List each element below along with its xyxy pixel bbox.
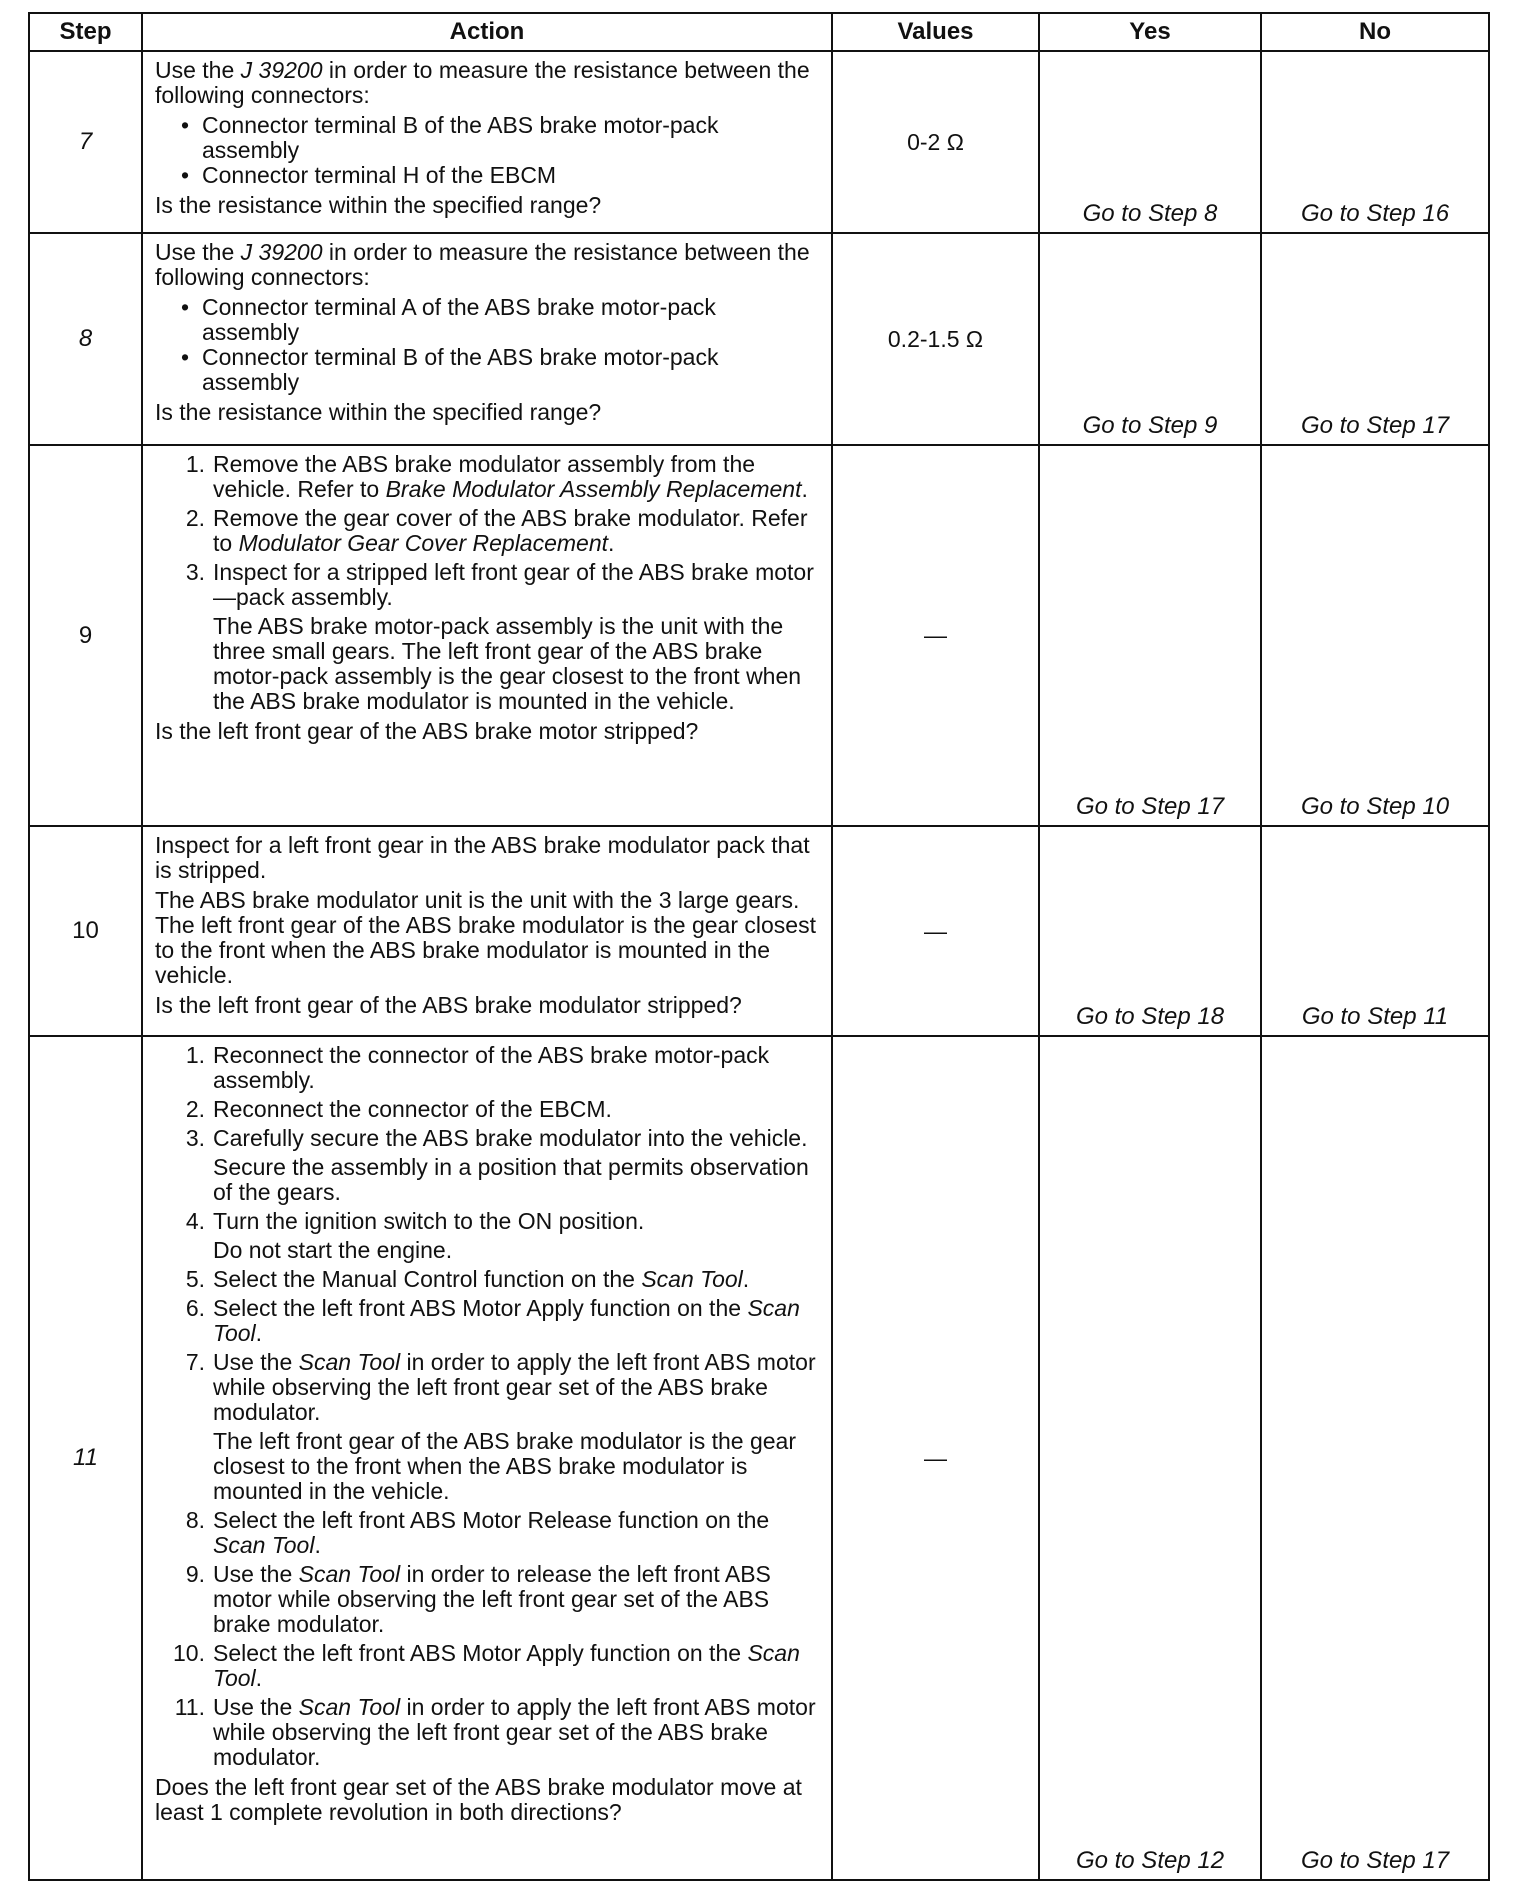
no-cell: Go to Step 16 (1261, 51, 1489, 233)
action-cell (142, 826, 832, 1036)
list-item: • Connector terminal A of the ABS brake motor-pack assembly (155, 295, 819, 345)
tool-name: Scan Tool (298, 1694, 401, 1720)
action-cell (142, 233, 832, 445)
table-row (29, 51, 1489, 233)
list-item: 10. Select the left front ABS Motor Apply function on the Scan Tool. (173, 1640, 800, 1691)
step-number: 10 (29, 826, 142, 1036)
header-no: No (1261, 13, 1489, 51)
yes-cell: Go to Step 8 (1039, 51, 1261, 233)
header-yes: Yes (1039, 13, 1261, 51)
action-question: Is the left front gear of the ABS brake modulator stripped? (155, 992, 742, 1018)
no-cell: Go to Step 17 (1261, 233, 1489, 445)
step-number: 9 (29, 445, 142, 826)
action-intro: Use the J 39200 in order to measure the resistance between the following connectors: (155, 57, 810, 108)
action-question: Is the left front gear of the ABS brake motor stripped? (155, 718, 699, 744)
action-cell (142, 445, 832, 826)
list-note: Secure the assembly in a position that permits observation of the gears. (213, 1154, 809, 1205)
tool-name: Scan Tool (298, 1561, 401, 1587)
numbered-list (155, 1043, 819, 1770)
list-item: 8. Select the left front ABS Motor Release function on the Scan Tool. (185, 1507, 770, 1558)
action-intro: Use the J 39200 in order to measure the resistance between the following connectors: (155, 239, 810, 290)
tool-name: Scan Tool (213, 1532, 315, 1558)
header-row (29, 13, 1489, 51)
action-cell (142, 51, 832, 233)
reference-link: Modulator Gear Cover Replacement (238, 530, 609, 556)
list-item: 7. Use the Scan Tool in order to apply the left front ABS motor while observing the left front gear set of the ABS brake modulator. The left front gear of the ABS brake modulator is the gear closest to the front when the ABS brake modulator is mounted in the vehicle. (155, 1350, 819, 1504)
list-item: 2. Reconnect the connector of the EBCM. (185, 1096, 612, 1122)
value-cell: — (832, 826, 1039, 1036)
tool-name: Scan Tool (213, 1295, 800, 1346)
bullet-list (155, 113, 819, 188)
list-note: The left front gear of the ABS brake modulator is the gear closest to the front when the ABS brake modulator is mounted in the vehicle. (213, 1428, 796, 1504)
reference-link: Brake Modulator Assembly Replacement (385, 476, 802, 502)
value-cell: — (832, 1036, 1039, 1880)
tool-name: Scan Tool (213, 1640, 800, 1691)
tool-name: Scan Tool (641, 1266, 743, 1292)
action-cell (142, 1036, 832, 1880)
table-row (29, 445, 1489, 826)
header-step: Step (29, 13, 142, 51)
yes-cell: Go to Step 12 (1039, 1036, 1261, 1880)
list-item: • Connector terminal B of the ABS brake motor-pack assembly (155, 113, 819, 163)
list-item: 3. Carefully secure the ABS brake modulator into the vehicle. Secure the assembly in a position that permits observation of the gears. (155, 1126, 819, 1205)
numbered-list (155, 452, 819, 714)
list-item: 11. Use the Scan Tool in order to apply the left front ABS motor while observing the left front gear set of the ABS brake modulator. (174, 1694, 816, 1770)
step-number: 8 (29, 233, 142, 445)
diagnostic-table (28, 12, 1490, 1881)
table-row (29, 1036, 1489, 1880)
value-cell: 0-2 Ω (832, 51, 1039, 233)
action-paragraph: Inspect for a left front gear in the ABS brake modulator pack that is stripped. (155, 832, 810, 883)
no-cell: Go to Step 11 (1261, 826, 1489, 1036)
list-item: 3. Inspect for a stripped left front gear of the ABS brake motor—pack assembly. The ABS brake motor-pack assembly is the unit with the three small gears. The left front gear of the ABS brake motor-pack assembly is the gear closest to the front when the ABS brake modulator is mounted in the vehicle. (155, 560, 819, 714)
value-cell: 0.2-1.5 Ω (832, 233, 1039, 445)
step-number: 7 (29, 51, 142, 233)
action-question: Does the left front gear set of the ABS brake modulator move at least 1 complete revolution in both directions? (155, 1774, 802, 1825)
no-cell: Go to Step 17 (1261, 1036, 1489, 1880)
list-item: 2. Remove the gear cover of the ABS brake modulator. Refer to Modulator Gear Cover Replacement. (185, 505, 808, 556)
list-item: 1. Remove the ABS brake modulator assembly from the vehicle. Refer to Brake Modulator Assembly Replacement. (185, 451, 808, 502)
tool-name: Scan Tool (298, 1349, 401, 1375)
action-question: Is the resistance within the specified range? (155, 399, 602, 425)
value-cell: — (832, 445, 1039, 826)
yes-cell: Go to Step 9 (1039, 233, 1261, 445)
list-item: 5. Select the Manual Control function on the Scan Tool. (185, 1266, 750, 1292)
action-question: Is the resistance within the specified range? (155, 192, 602, 218)
list-item: • Connector terminal H of the EBCM (155, 163, 819, 188)
table-row (29, 233, 1489, 445)
tool-name: J 39200 (240, 239, 323, 265)
yes-cell: Go to Step 18 (1039, 826, 1261, 1036)
action-paragraph: The ABS brake modulator unit is the unit with the 3 large gears. The left front gear of the ABS brake modulator is the gear closest to the front when the ABS brake modulator is mounted in the vehicle. (155, 887, 816, 988)
list-item: 1. Reconnect the connector of the ABS brake motor-pack assembly. (185, 1042, 770, 1093)
yes-cell: Go to Step 17 (1039, 445, 1261, 826)
tool-name: J 39200 (240, 57, 323, 83)
no-cell: Go to Step 10 (1261, 445, 1489, 826)
list-note: The ABS brake motor-pack assembly is the unit with the three small gears. The left front gear of the ABS brake motor-pack assembly is the gear closest to the front when the ABS brake modulator is mounted in the vehicle. (213, 613, 802, 714)
list-item: 9. Use the Scan Tool in order to release the left front ABS motor while observing the left front gear set of the ABS brake modulator. (185, 1561, 771, 1637)
list-item: 4. Turn the ignition switch to the ON position. Do not start the engine. (155, 1209, 819, 1263)
list-note: Do not start the engine. (213, 1237, 453, 1263)
step-number: 11 (29, 1036, 142, 1880)
list-item: 6. Select the left front ABS Motor Apply function on the Scan Tool. (185, 1295, 800, 1346)
bullet-list (155, 295, 819, 395)
header-values: Values (832, 13, 1039, 51)
header-action: Action (142, 13, 832, 51)
list-item: • Connector terminal B of the ABS brake motor-pack assembly (155, 345, 819, 395)
table-row (29, 826, 1489, 1036)
